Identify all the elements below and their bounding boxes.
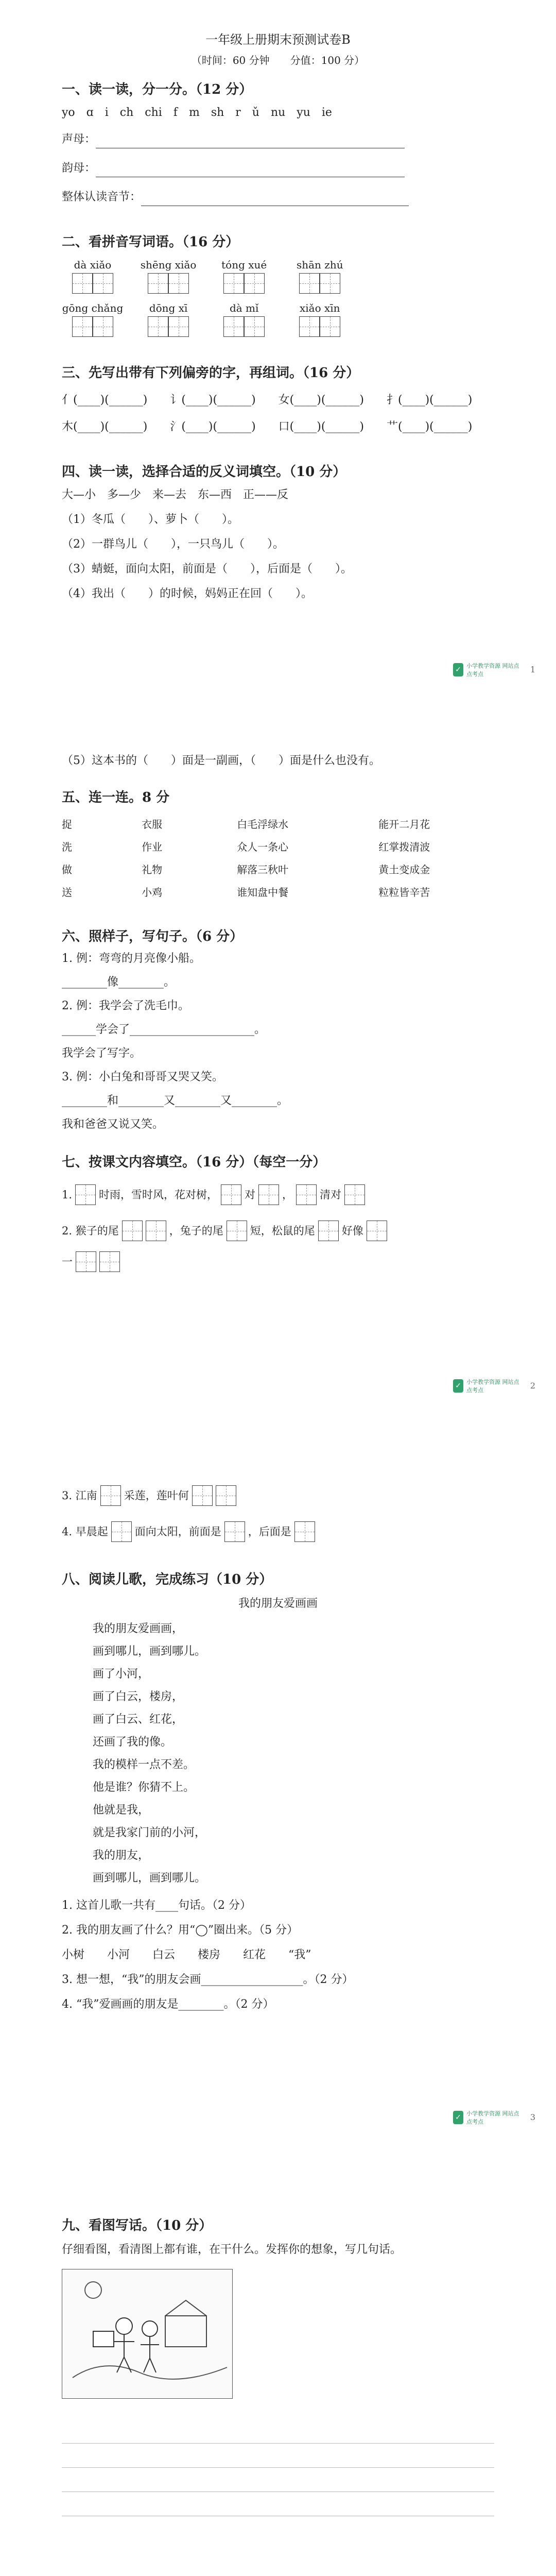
poem-title: 我的朋友爱画画 bbox=[238, 1597, 318, 1610]
s4-word-pairs: 大—小 多—少 来—去 东—西 正——反 bbox=[62, 488, 289, 501]
s6-line: 2. 例：我学会了洗毛巾。 bbox=[62, 999, 189, 1012]
s9-prompt: 仔细看图，看清图上都有谁，在干什么。发挥你的想象，写几句话。 bbox=[62, 2243, 402, 2256]
match-item: 谁知盘中餐 bbox=[237, 886, 289, 899]
pinyin-item: dōng xī bbox=[137, 302, 199, 337]
page-2 bbox=[0, 732, 556, 1412]
s6-line[interactable]: ________像________。 bbox=[62, 976, 176, 989]
s7-line-3: 3. 江南 采莲，莲叶何 bbox=[62, 1484, 494, 1507]
pinyin-item: shēng xiǎo bbox=[137, 259, 199, 294]
poem-line: 画到哪儿，画到哪儿。 bbox=[93, 1872, 206, 1885]
s2-row1 bbox=[62, 259, 494, 294]
pinyin-item: dà mǐ bbox=[213, 302, 275, 337]
poem-line: 画到哪儿，画到哪儿。 bbox=[93, 1645, 206, 1658]
page-number: 3 bbox=[530, 2112, 535, 2122]
poem-line: 画了小河， bbox=[93, 1668, 150, 1681]
poem-line: 还画了我的像。 bbox=[93, 1736, 172, 1749]
s1-letters: yo ɑ i ch chi f m sh r ǔ nu yu ie bbox=[62, 106, 332, 119]
s8-options[interactable]: 小树 小河 白云 楼房 红花 “我” bbox=[62, 1948, 311, 1961]
s4-item[interactable]: （5）这本书的（ ）面是一副画，（ ）面是什么也没有。 bbox=[62, 754, 380, 767]
s4-item[interactable]: （3）蜻蜓，面向太阳，前面是（ ），后面是（ ）。 bbox=[62, 563, 352, 575]
s8-question: 2. 我的朋友画了什么？用“◯”圈出来。（5 分） bbox=[62, 1924, 299, 1937]
s1-row-yunmu: 韵母： bbox=[62, 160, 494, 177]
logo-icon: ✓ bbox=[453, 663, 463, 676]
page-number: 2 bbox=[530, 1381, 535, 1391]
s9-heading: 九、看图写话。（10 分） bbox=[62, 2218, 213, 2233]
s7-line-2: 2. 猴子的尾 ，兔子的尾 短，松鼠的尾 好像 bbox=[62, 1219, 494, 1243]
pinyin-item: gōng chǎng bbox=[62, 302, 124, 337]
match-item: 送 bbox=[62, 886, 72, 899]
exam-title: 一年级上册期末预测试卷B bbox=[205, 32, 351, 47]
s5-heading: 五、连一连。8 分 bbox=[62, 790, 170, 805]
s4-item[interactable]: （2）一群鸟儿（ ），一只鸟儿（ ）。 bbox=[62, 538, 284, 551]
s8-question[interactable]: 3. 想一想，“我”的朋友会画__________________。（2 分） bbox=[62, 1973, 354, 1986]
match-item: 衣服 bbox=[142, 818, 163, 831]
s6-line[interactable]: ______学会了______________________。 bbox=[62, 1023, 266, 1036]
answer-blank[interactable] bbox=[96, 163, 405, 177]
exam-meta: （时间：60 分钟 分值：100 分） bbox=[191, 54, 365, 66]
publisher-logo: ✓ 小学教学资源 网站点点考点 bbox=[453, 2107, 520, 2128]
pinyin-item: shān zhú bbox=[289, 259, 351, 294]
s8-question[interactable]: 1. 这首儿歌一共有____句话。（2 分） bbox=[62, 1899, 251, 1912]
match-item: 做 bbox=[62, 863, 72, 876]
s7-line-1: 1. 时雨，雪时风，花对树， 对 ， 清对 bbox=[62, 1183, 494, 1207]
s7-line-4: 4. 早晨起 面向太阳，前面是 ，后面是 bbox=[62, 1520, 494, 1544]
s6-line: 1. 例：弯弯的月亮像小船。 bbox=[62, 952, 201, 965]
s3-row2[interactable]: 木(____)(______) 氵(____)(______) 口(____)(______) 艹(____)(______) bbox=[62, 420, 473, 433]
match-item: 洗 bbox=[62, 841, 72, 853]
match-item: 礼物 bbox=[142, 863, 163, 876]
s1-row-shengmu: 声母： bbox=[62, 131, 494, 148]
s2-heading: 二、看拼音写词语。（16 分） bbox=[62, 234, 239, 250]
s1-row-zhengti: 整体认读音节： bbox=[62, 189, 494, 206]
poem-body bbox=[62, 1618, 494, 1890]
page-4 bbox=[0, 2195, 556, 2576]
publisher-logo: ✓ 小学教学资源 网站点点考点 bbox=[453, 1376, 520, 1396]
answer-blank[interactable] bbox=[96, 134, 405, 148]
logo-icon: ✓ bbox=[453, 2111, 463, 2124]
publisher-logo: ✓ 小学教学资源 网站点点考点 bbox=[453, 659, 520, 680]
match-item: 能开二月花 bbox=[378, 818, 430, 831]
answer-blank[interactable] bbox=[141, 192, 409, 206]
s6-heading: 六、照样子，写句子。（6 分） bbox=[62, 929, 244, 944]
logo-icon: ✓ bbox=[453, 1379, 463, 1393]
s4-item[interactable]: （4）我出（ ）的时候，妈妈正在回（ ）。 bbox=[62, 587, 312, 600]
writing-lines[interactable] bbox=[62, 2419, 494, 2516]
page-3 bbox=[0, 1463, 556, 2143]
poem-line: 画了白云，楼房， bbox=[93, 1690, 184, 1703]
s3-row1[interactable]: 亻(____)(______) 讠(____)(______) 女(____)(______) 扌(____)(______) bbox=[62, 394, 473, 406]
match-item: 白毛浮绿水 bbox=[237, 818, 289, 831]
s4-item[interactable]: （1）冬瓜（ ）、萝卜（ ）。 bbox=[62, 513, 239, 526]
poem-line: 就是我家门前的小河， bbox=[93, 1826, 206, 1839]
page-1 bbox=[0, 0, 556, 685]
children-picture bbox=[62, 2269, 233, 2399]
s8-heading: 八、阅读儿歌，完成练习（10 分） bbox=[62, 1572, 273, 1587]
match-item: 粒粒皆辛苦 bbox=[378, 886, 430, 899]
match-item: 捉 bbox=[62, 818, 72, 831]
s1-heading: 一、读一读，分一分。（12 分） bbox=[62, 82, 253, 97]
match-item: 小鸡 bbox=[142, 886, 163, 899]
poem-line: 我的朋友爱画画， bbox=[93, 1622, 184, 1635]
s8-question[interactable]: 4. “我”爱画画的朋友是________。（2 分） bbox=[62, 1998, 274, 2011]
s2-row2 bbox=[62, 302, 494, 337]
match-item: 红掌拨清波 bbox=[378, 841, 430, 853]
match-item: 黄土变成金 bbox=[378, 863, 430, 876]
poem-line: 他是谁？你猜不上。 bbox=[93, 1781, 195, 1794]
poem-line: 我的模样一点不差。 bbox=[93, 1758, 195, 1771]
s7-heading: 七、按课文内容填空。（16 分）（每空一分） bbox=[62, 1155, 326, 1170]
pinyin-item: dà xiǎo bbox=[62, 259, 124, 294]
pinyin-item: tóng xué bbox=[213, 259, 275, 294]
s6-line: 我和爸爸又说又笑。 bbox=[62, 1118, 164, 1131]
match-item: 作业 bbox=[142, 841, 163, 853]
pinyin-item: xiǎo xīn bbox=[289, 302, 351, 337]
match-item: 解落三秋叶 bbox=[237, 863, 289, 876]
s7-line-2b: 一 bbox=[62, 1250, 494, 1274]
s6-line[interactable]: ________和________又________又________。 bbox=[62, 1094, 289, 1107]
poem-line: 我的朋友， bbox=[93, 1849, 150, 1862]
poem-line: 画了白云、红花， bbox=[93, 1713, 184, 1726]
poem-line: 他就是我， bbox=[93, 1804, 150, 1817]
page-number: 1 bbox=[530, 665, 535, 674]
s6-line: 3. 例：小白兔和哥哥又哭又笑。 bbox=[62, 1071, 223, 1083]
s6-line: 我学会了写字。 bbox=[62, 1047, 142, 1060]
s4-heading: 四、读一读，选择合适的反义词填空。（10 分） bbox=[62, 464, 346, 480]
s5-matching bbox=[62, 813, 494, 911]
match-item: 众人一条心 bbox=[237, 841, 289, 853]
children-drawing-illustration bbox=[62, 2269, 232, 2398]
s3-heading: 三、先写出带有下列偏旁的字，再组词。（16 分） bbox=[62, 365, 360, 381]
